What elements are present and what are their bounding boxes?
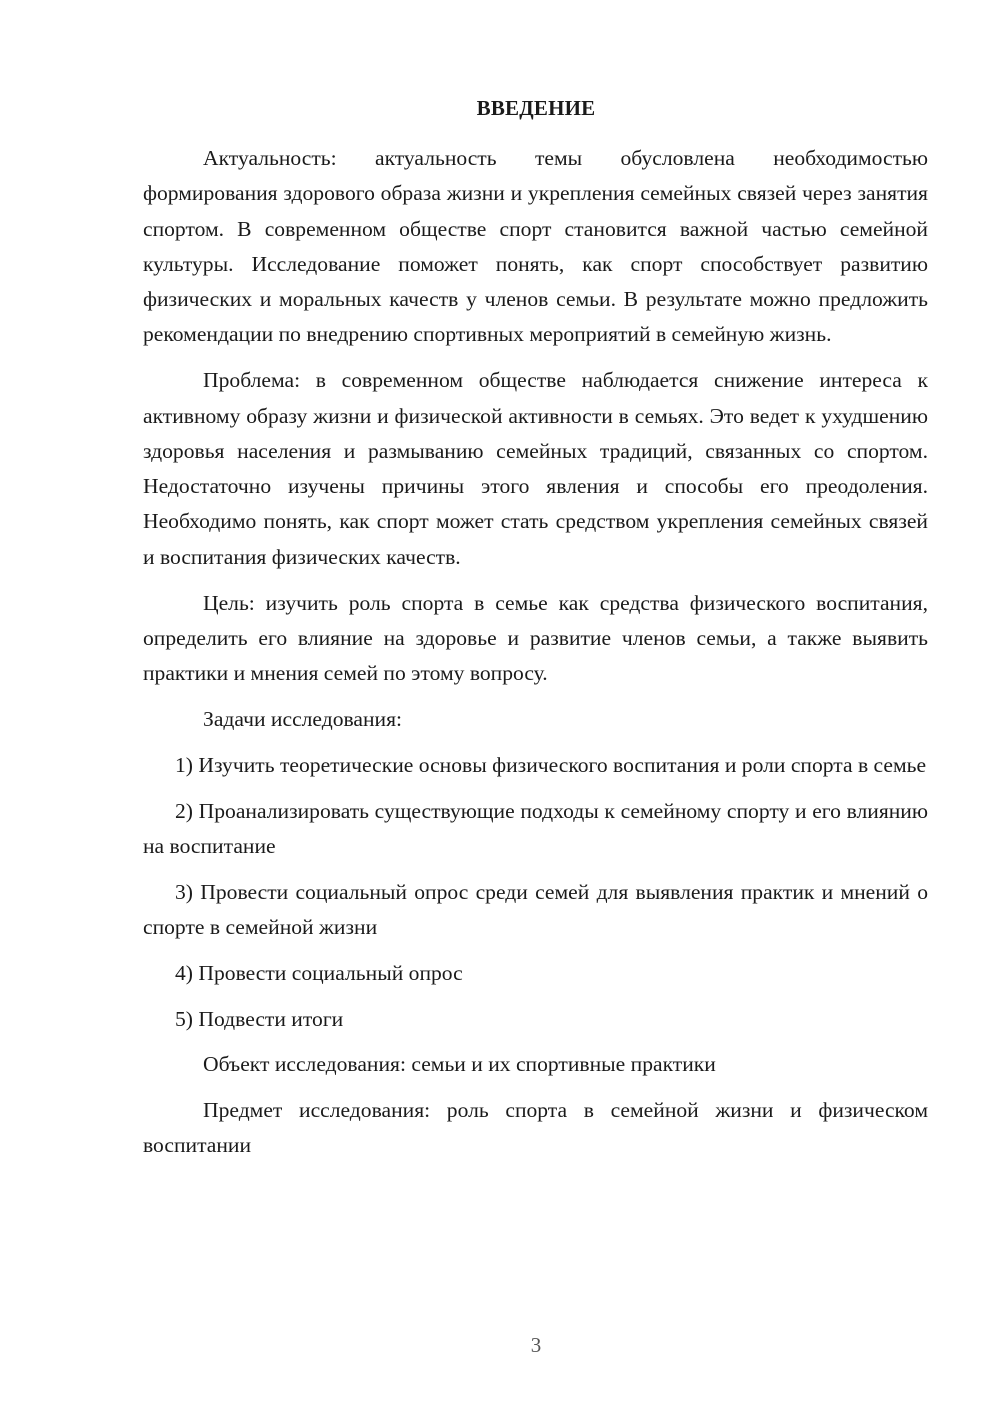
section-title: ВВЕДЕНИЕ xyxy=(476,96,596,120)
document-body xyxy=(143,141,928,1164)
paragraph-goal: Цель: изучить роль спорта в семье как средства физического воспитания, определить его влияние на здоровье и развитие членов семьи, а также выявить практики и мнения семей по этому вопросу. xyxy=(143,590,928,686)
page-number: 3 xyxy=(530,1333,542,1357)
task-item: 2) Проанализировать существующие подходы к семейному спорту и его влиянию на воспитание xyxy=(143,798,928,858)
task-item: 1) Изучить теоретические основы физического воспитания и роли спорта в семье xyxy=(175,752,927,777)
task-item: 3) Провести социальный опрос среди семей для выявления практик и мнений о спорте в семейной жизни xyxy=(143,879,928,939)
tasks-heading: Задачи исследования: xyxy=(203,706,403,731)
paragraph-object: Объект исследования: семьи и их спортивные практики xyxy=(203,1052,716,1077)
paragraph-problem: Проблема: в современном обществе наблюдается снижение интереса к активному образу жизни и физической активности в семьях. Это ведет к ухудшению здоровья населения и размыванию семейных традиций, связанных со спортом. Недостаточно изучены причины этого явления и способы его преодоления. Необходимо понять, как спорт может стать средством укрепления семейных связей и воспитания физических качеств. xyxy=(143,368,928,569)
task-item: 4) Провести социальный опрос xyxy=(175,960,463,985)
paragraph-subject: Предмет исследования: роль спорта в семейной жизни и физическом воспитании xyxy=(143,1098,928,1158)
paragraph-relevance: Актуальность: актуальность темы обусловлена необходимостью формирования здорового образа жизни и укрепления семейных связей через занятия спортом. В современном обществе спорт становится важной частью семейной культуры. Исследование поможет понять, как спорт способствует развитию физических и моральных качеств у членов семьи. В результате можно предложить рекомендации по внедрению спортивных мероприятий в семейную жизнь. xyxy=(143,146,928,347)
task-item: 5) Подвести итоги xyxy=(175,1006,344,1031)
